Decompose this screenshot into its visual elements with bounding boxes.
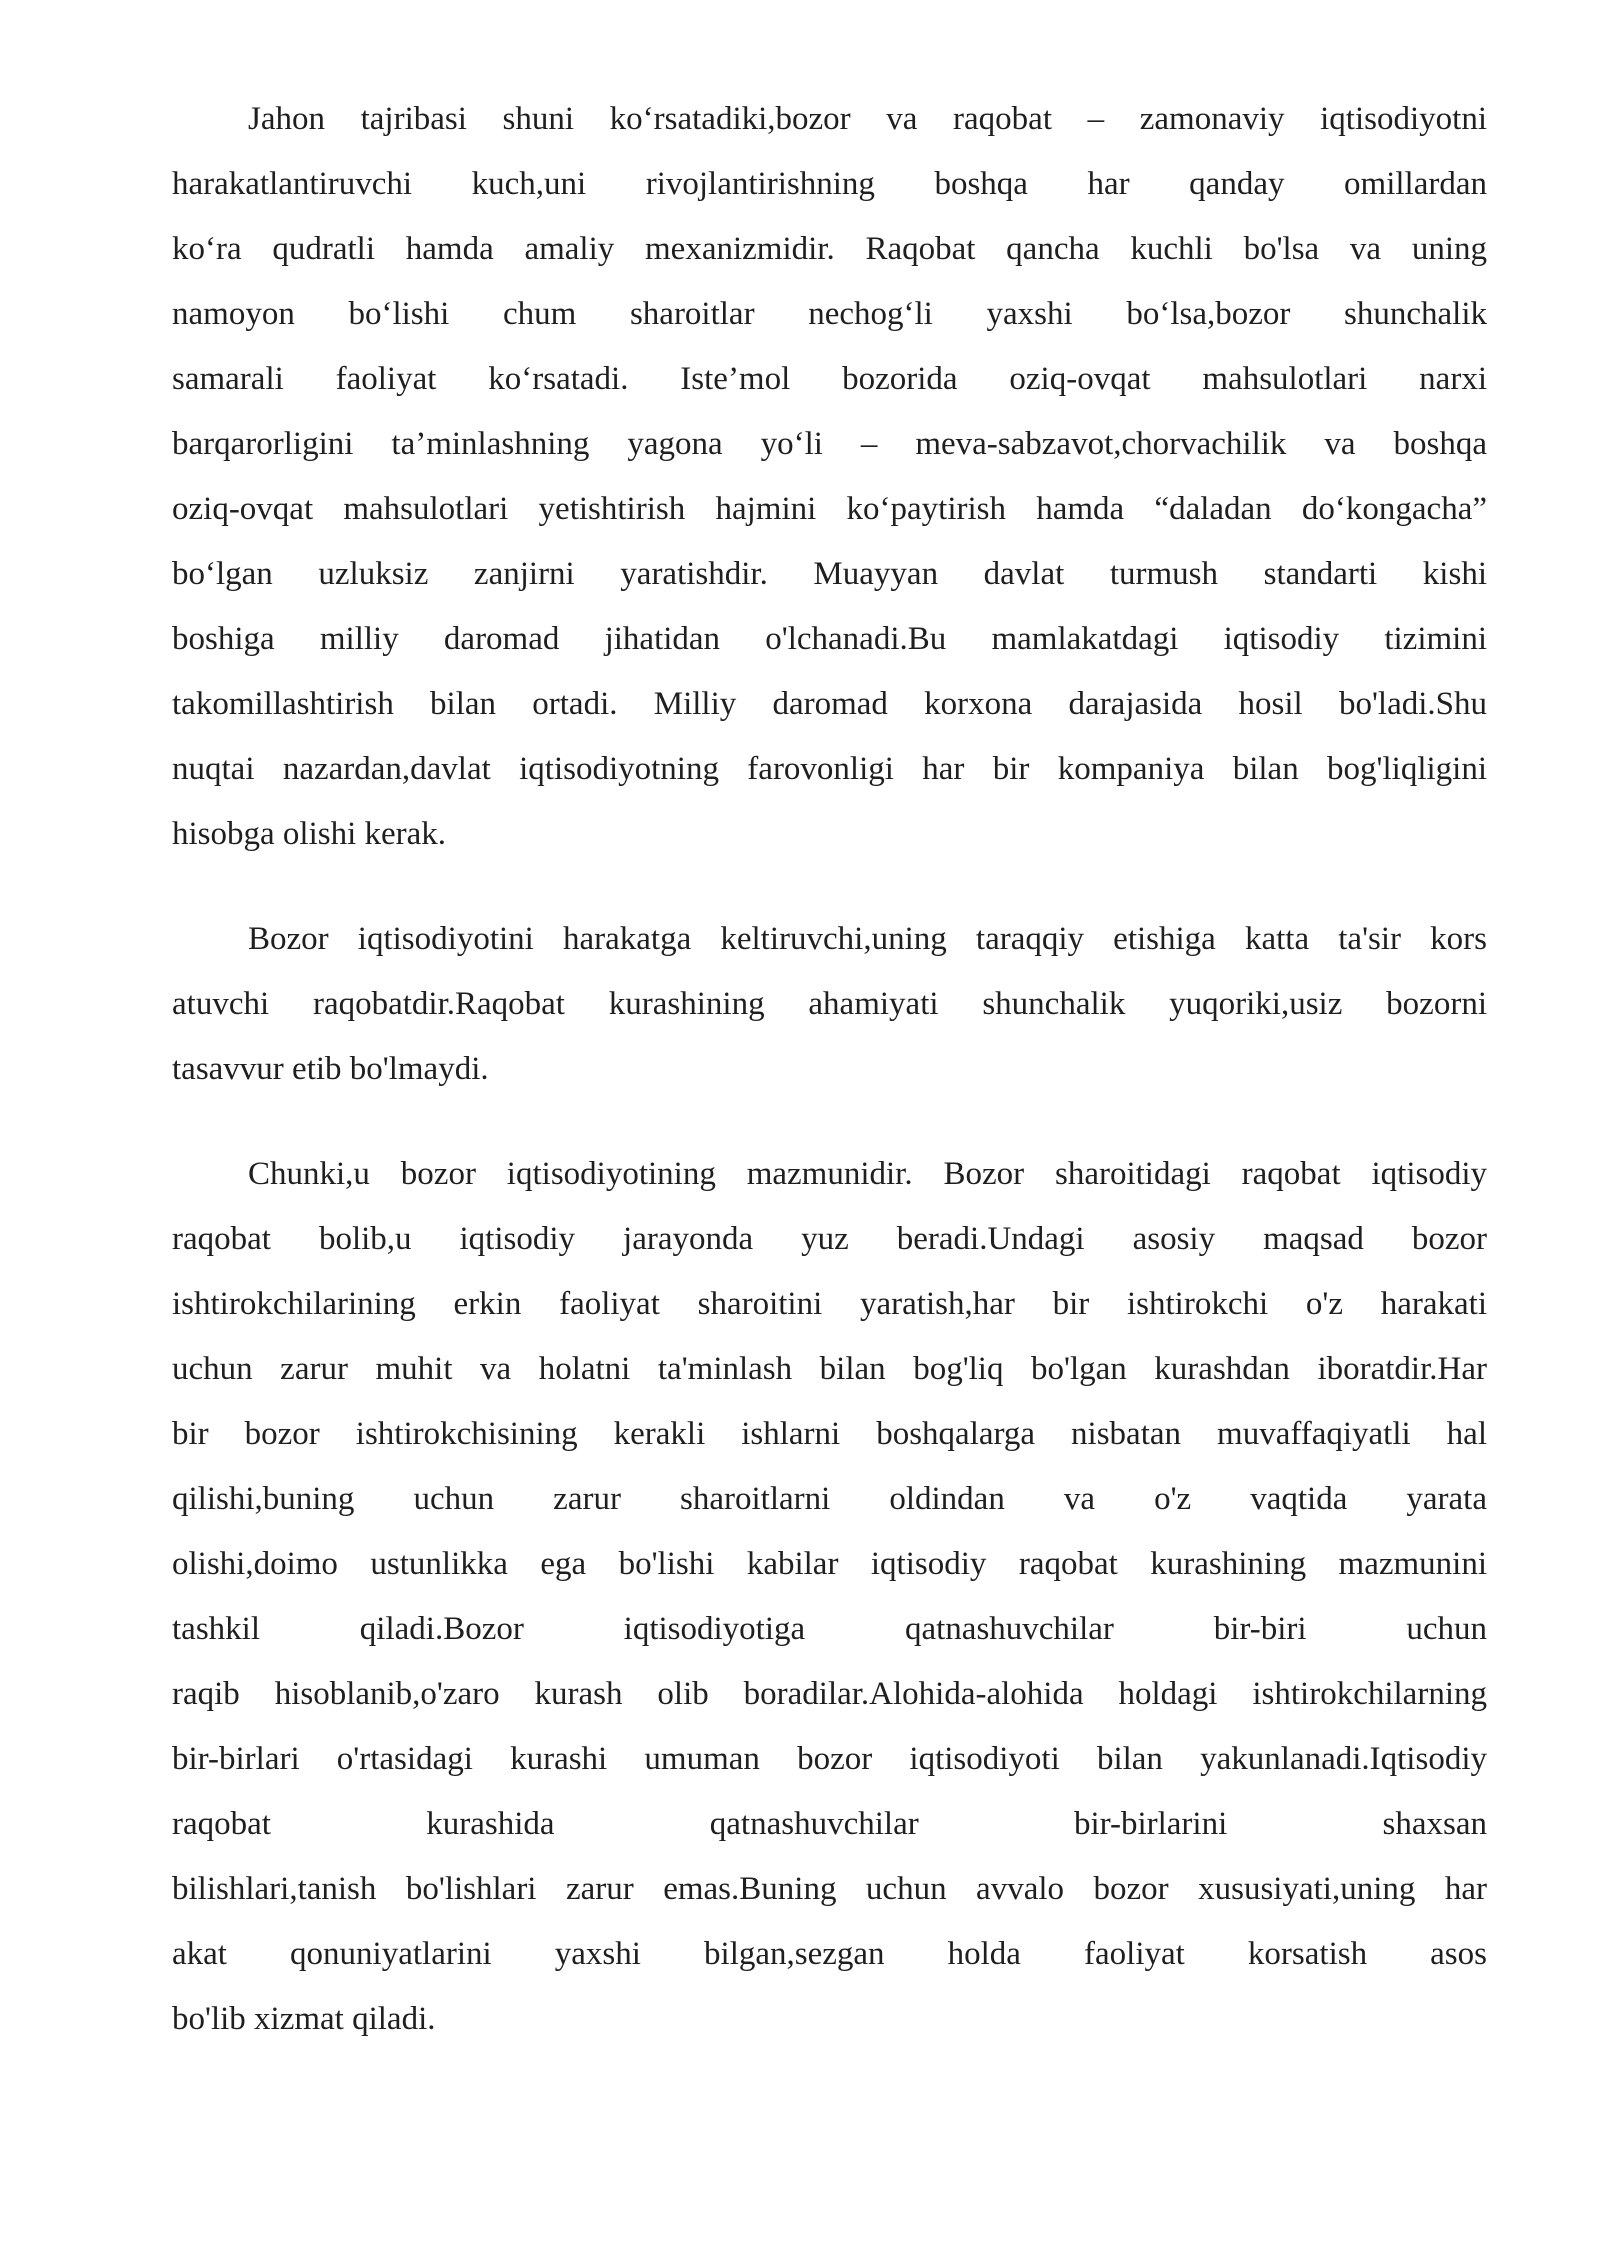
- text-line: raqib hisoblanib,o'zaro kurash olib boradilar.Alohida-alohida holdagi ishtirokchilarning: [172, 1676, 1487, 1712]
- paragraph-3: [172, 1142, 1487, 2052]
- text-line: oziq-ovqat mahsulotlari yetishtirish hajmini ko‘paytirish hamda “daladan do‘kongacha”: [172, 491, 1487, 527]
- text-line: harakatlantiruvchi kuch,uni rivojlantirishning boshqa har qanday omillardan: [172, 166, 1487, 202]
- text-line: bir-birlari o'rtasidagi kurashi umuman bozor iqtisodiyoti bilan yakunlanadi.Iqtisodiy: [172, 1741, 1487, 1777]
- text-line: nuqtai nazardan,davlat iqtisodiyotning farovonligi har bir kompaniya bilan bog'liqligini: [172, 751, 1487, 787]
- text-line: uchun zarur muhit va holatni ta'minlash bilan bog'liq bo'lgan kurashdan iboratdir.Har: [172, 1351, 1487, 1387]
- text-line: boshiga milliy daromad jihatidan o'lchanadi.Bu mamlakatdagi iqtisodiy tizimini: [172, 621, 1487, 657]
- text-line: raqobat bolib,u iqtisodiy jarayonda yuz beradi.Undagi asosiy maqsad bozor: [172, 1221, 1487, 1257]
- text-line: tasavvur etib bo'lmaydi.: [172, 1051, 489, 1087]
- text-line: akat qonuniyatlarini yaxshi bilgan,sezgan holda faoliyat korsatish asos: [172, 1936, 1487, 1972]
- text-line: qilishi,buning uchun zarur sharoitlarni oldindan va o'z vaqtida yarata: [172, 1481, 1487, 1517]
- text-line: bo'lib xizmat qiladi.: [172, 2001, 436, 2037]
- text-line: samarali faoliyat ko‘rsatadi. Iste’mol bozorida oziq-ovqat mahsulotlari narxi: [172, 361, 1487, 397]
- text-line: raqobat kurashida qatnashuvchilar bir-birlarini shaxsan: [172, 1806, 1487, 1842]
- text-line: Chunki,u bozor iqtisodiyotining mazmunidir. Bozor sharoitidagi raqobat iqtisodiy: [248, 1156, 1487, 1192]
- text-line: hisobga olishi kerak.: [172, 816, 447, 852]
- text-line: atuvchi raqobatdir.Raqobat kurashining ahamiyati shunchalik yuqoriki,usiz bozorni: [172, 986, 1487, 1022]
- text-line: olishi,doimo ustunlikka ega bo'lishi kabilar iqtisodiy raqobat kurashining mazmunini: [172, 1546, 1487, 1582]
- text-line: tashkil qiladi.Bozor iqtisodiyotiga qatnashuvchilar bir-biri uchun: [172, 1611, 1487, 1647]
- text-line: Jahon tajribasi shuni ko‘rsatadiki,bozor va raqobat – zamonaviy iqtisodiyotni: [248, 101, 1487, 137]
- text-line: barqarorligini ta’minlashning yagona yo‘li – meva-sabzavot,chorvachilik va boshqa: [172, 426, 1487, 462]
- text-line: bir bozor ishtirokchisining kerakli ishlarni boshqalarga nisbatan muvaffaqiyatli hal: [172, 1416, 1487, 1452]
- text-line: takomillashtirish bilan ortadi. Milliy daromad korxona darajasida hosil bo'ladi.Shu: [172, 686, 1487, 722]
- text-line: Bozor iqtisodiyotini harakatga keltiruvchi,uning taraqqiy etishiga katta ta'sir kors: [248, 921, 1487, 957]
- text-line: bo‘lgan uzluksiz zanjirni yaratishdir. Muayyan davlat turmush standarti kishi: [172, 556, 1487, 592]
- paragraph-1: [172, 87, 1487, 867]
- text-line: namoyon bo‘lishi chum sharoitlar nechog‘li yaxshi bo‘lsa,bozor shunchalik: [172, 296, 1487, 332]
- text-line: ko‘ra qudratli hamda amaliy mexanizmidir. Raqobat qancha kuchli bo'lsa va uning: [172, 231, 1487, 267]
- paragraph-2: [172, 907, 1487, 1102]
- text-line: ishtirokchilarining erkin faoliyat sharoitini yaratish,har bir ishtirokchi o'z harakati: [172, 1286, 1487, 1322]
- text-line: bilishlari,tanish bo'lishlari zarur emas.Buning uchun avvalo bozor xususiyati,uning har: [172, 1871, 1487, 1907]
